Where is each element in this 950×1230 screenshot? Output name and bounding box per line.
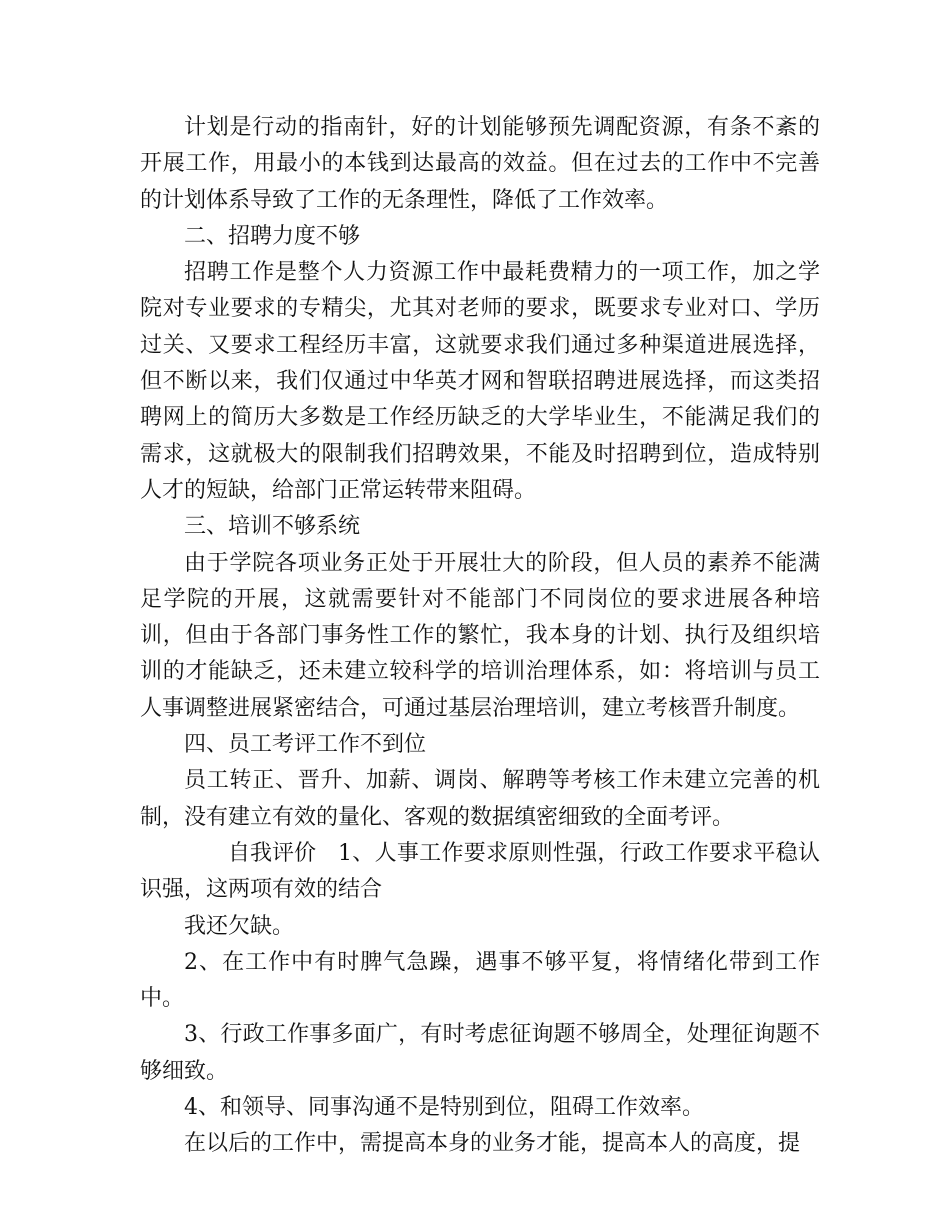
document-page — [140, 110, 820, 1163]
paragraph-admin-work: 3、行政工作事多面广，有时考虑征询题不够周全，处理征询题不够细致。 — [140, 1022, 820, 1084]
paragraph-evaluation: 员工转正、晋升、加薪、调岗、解聘等考核工作未建立完善的机制，没有建立有效的量化、客观的数据缜密细致的全面考评。 — [140, 768, 820, 830]
paragraph-future-work: 在以后的工作中，需提高本身的业务才能，提高本人的高度，提 — [184, 1131, 801, 1157]
heading-training: 三、培训不够系统 — [184, 514, 361, 540]
paragraph-communication: 4、和领导、同事沟通不是特别到位，阻碍工作效率。 — [184, 1095, 704, 1121]
paragraph-plan: 计划是行动的指南针，好的计划能够预先调配资源，有条不紊的开展工作，用最小的本钱到达最高的效益。但在过去的工作中不完善的计划体系导致了工作的无条理性，降低了工作效率。 — [140, 115, 820, 213]
paragraph-training: 由于学院各项业务正处于开展壮大的阶段，但人员的素养不能满足学院的开展，这就需要针对不能部门不同岗位的要求进展各种培训，但由于各部门事务性工作的繁忙，我本身的计划、执行及组织培训的才能缺乏，还未建立较科学的培训治理体系，如：将培训与员工人事调整进展紧密结合，可通过基层治理培训，建立考核晋升制度。 — [140, 550, 820, 721]
paragraph-still-lacking: 我还欠缺。 — [184, 913, 295, 939]
self-evaluation-label: 自我评价 — [228, 840, 317, 866]
paragraph-recruitment: 招聘工作是整个人力资源工作中最耗费精力的一项工作，加之学院对专业要求的专精尖，尤其对老师的要求，既要求专业对口、学历过关、又要求工程经历丰富，这就要求我们通过多种渠道进展选择，但不断以来，我们仅通过中华英才网和智联招聘进展选择，而这类招聘网上的简历大多数是工作经历缺乏的大学毕业生，不能满足我们的需求，这就极大的限制我们招聘效果，不能及时招聘到位，造成特别人才的短缺，给部门正常运转带来阻碍。 — [140, 260, 820, 503]
paragraph-self-evaluation — [140, 836, 820, 909]
heading-evaluation: 四、员工考评工作不到位 — [184, 732, 427, 758]
self-evaluation-text: 1、人事工作要求原则性强，行政工作要求平稳认识强，这两项有效的结合 — [140, 840, 820, 903]
heading-recruitment: 二、招聘力度不够 — [184, 223, 361, 249]
paragraph-temper: 2、在工作中有时脾气急躁，遇事不够平复，将情绪化带到工作中。 — [140, 949, 820, 1012]
